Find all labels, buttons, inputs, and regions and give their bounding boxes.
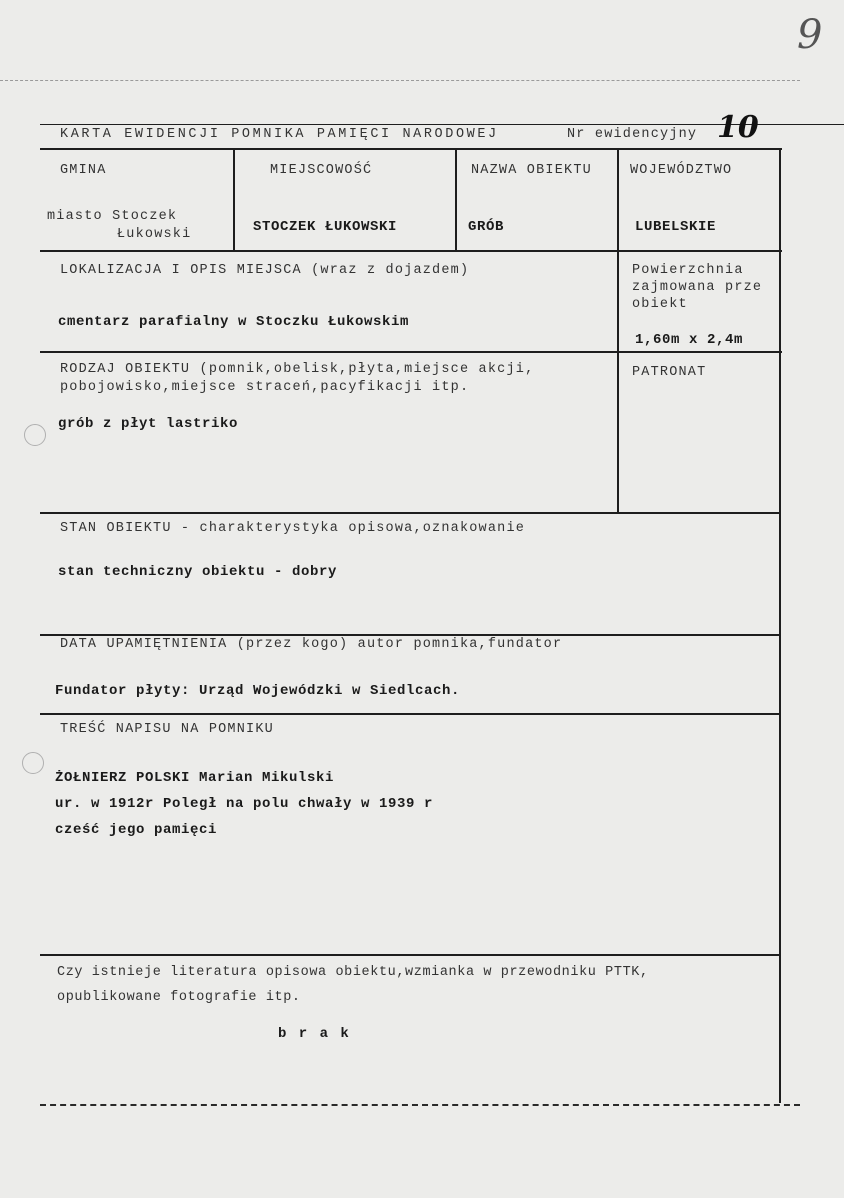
- rule-4: [40, 512, 780, 514]
- punch-hole-mark: [24, 424, 46, 446]
- card-title: KARTA EWIDENCJI POMNIKA PAMIĘCI NARODOWEJ: [60, 127, 499, 142]
- powierzchnia-value: 1,60m x 2,4m: [635, 332, 744, 348]
- rule-5: [40, 634, 780, 636]
- nazwa-value: GRÓB: [468, 219, 505, 235]
- rule-6: [40, 713, 780, 715]
- gmina-label: GMINA: [60, 163, 107, 178]
- literatura-label-line1: Czy istnieje literatura opisowa obiektu,wzmianka w przewodniku PTTK,: [57, 965, 649, 980]
- registry-number-value: 10: [717, 110, 759, 145]
- inscription-line3: cześć jego pamięci: [55, 822, 218, 838]
- data-upamietnienia-value: Fundator płyty: Urząd Wojewódzki w Siedlcach.: [55, 683, 461, 699]
- stan-label: STAN OBIEKTU - charakterystyka opisowa,oznakowanie: [60, 521, 526, 536]
- tresc-label: TREŚĆ NAPISU NA POMNIKU: [60, 722, 274, 737]
- miejscowosc-value: STOCZEK ŁUKOWSKI: [253, 219, 398, 235]
- patronat-label: PATRONAT: [632, 365, 707, 380]
- stan-value: stan techniczny obiektu - dobry: [58, 564, 338, 580]
- rule-2: [40, 250, 782, 252]
- gmina-value-line2: Łukowski: [117, 227, 192, 242]
- col-divider-1: [233, 149, 235, 250]
- top-dashed-line: [0, 80, 800, 81]
- literatura-label-line2: opublikowane fotografie itp.: [57, 990, 301, 1005]
- miejscowosc-label: MIEJSCOWOŚĆ: [270, 163, 373, 178]
- rule-3: [40, 351, 782, 353]
- literatura-value: b r a k: [278, 1026, 351, 1042]
- rule-1: [40, 148, 782, 150]
- nazwa-label: NAZWA OBIEKTU: [471, 163, 592, 178]
- data-upamietnienia-label: DATA UPAMIĘTNIENIA (przez kogo) autor pomnika,fundator: [60, 637, 563, 652]
- right-border: [779, 148, 781, 1103]
- lokalizacja-value: cmentarz parafialny w Stoczku Łukowskim: [58, 314, 410, 330]
- inscription-line2: ur. w 1912r Poległ na polu chwały w 1939 r: [55, 796, 434, 812]
- col-divider-3: [617, 149, 619, 512]
- wojewodztwo-label: WOJEWÓDZTWO: [630, 163, 733, 178]
- powierzchnia-label-line2: zajmowana prze: [632, 280, 763, 295]
- lokalizacja-label: LOKALIZACJA I OPIS MIEJSCA (wraz z dojazdem): [60, 263, 470, 278]
- gmina-value-line1: miasto Stoczek: [47, 209, 178, 224]
- rodzaj-label-line2: pobojowisko,miejsce straceń,pacyfikacji itp.: [60, 380, 470, 395]
- registry-number-label: Nr ewidencyjny: [567, 127, 698, 142]
- bottom-rule: [40, 1104, 800, 1106]
- page-mark: 9: [797, 12, 823, 58]
- wojewodztwo-value: LUBELSKIE: [635, 219, 717, 235]
- rule-7: [40, 954, 780, 956]
- punch-hole-mark: [22, 752, 44, 774]
- powierzchnia-label-line1: Powierzchnia: [632, 263, 744, 278]
- col-divider-2: [455, 149, 457, 250]
- inscription-line1: ŻOŁNIERZ POLSKI Marian Mikulski: [55, 770, 335, 786]
- rodzaj-value: grób z płyt lastriko: [58, 416, 239, 432]
- powierzchnia-label-line3: obiekt: [632, 297, 688, 312]
- rodzaj-label-line1: RODZAJ OBIEKTU (pomnik,obelisk,płyta,miejsce akcji,: [60, 362, 535, 377]
